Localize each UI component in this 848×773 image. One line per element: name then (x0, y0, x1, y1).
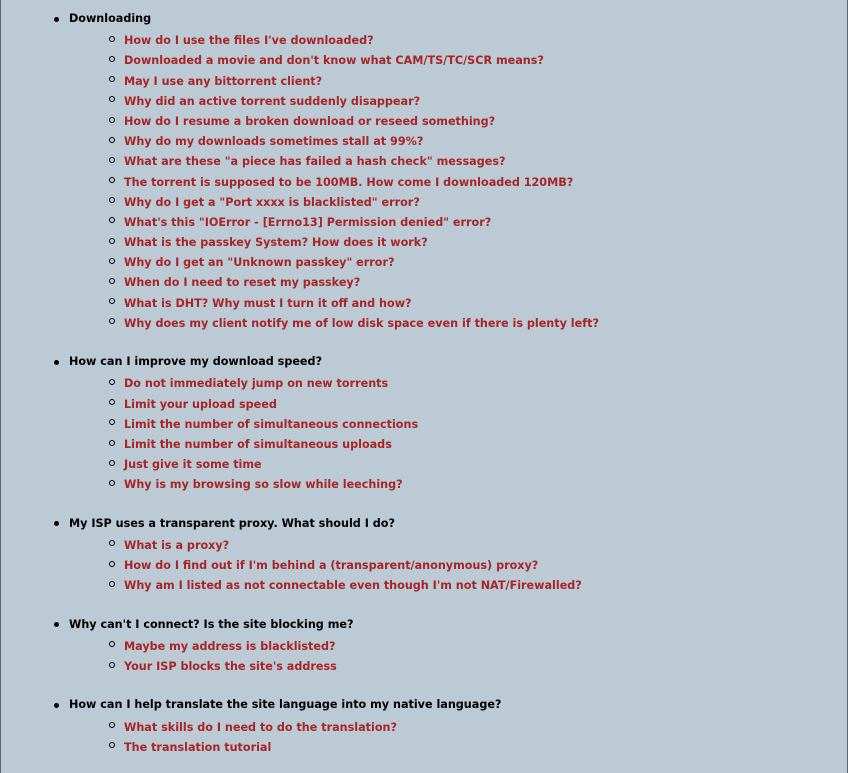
filled-bullet-icon (54, 17, 59, 22)
question-item (69, 554, 599, 574)
hollow-bullet-icon (109, 137, 115, 143)
question-item (69, 736, 599, 756)
question-link[interactable]: Why did an active torrent suddenly disappear? (124, 94, 421, 108)
question-item (69, 49, 599, 69)
question-link[interactable]: Why am I listed as not connectable even though I'm not NAT/Firewalled? (124, 579, 582, 593)
question-item (69, 312, 599, 332)
question-link[interactable]: What's this "IOError - [Errno13] Permission denied" error? (124, 215, 492, 229)
question-link[interactable]: What is a proxy? (124, 538, 230, 552)
question-link[interactable]: Maybe my address is blacklisted? (124, 639, 336, 653)
question-item (69, 70, 599, 90)
question-link[interactable]: The translation tutorial (124, 740, 272, 754)
hollow-bullet-icon (109, 117, 115, 123)
hollow-bullet-icon (109, 742, 115, 748)
question-list (69, 29, 599, 332)
faq-list (1, 9, 599, 773)
question-item (69, 453, 599, 473)
question-link[interactable]: Why do my downloads sometimes stall at 99%? (124, 135, 424, 149)
section-title: My ISP uses a transparent proxy. What should I do? (69, 516, 395, 530)
hollow-bullet-icon (109, 662, 115, 668)
hollow-bullet-icon (109, 440, 115, 446)
question-link[interactable]: Just give it some time (124, 458, 262, 472)
question-item (69, 574, 599, 594)
question-link[interactable]: What skills do I need to do the translation? (124, 720, 398, 734)
hollow-bullet-icon (109, 157, 115, 163)
hollow-bullet-icon (109, 76, 115, 82)
question-list (69, 716, 599, 756)
hollow-bullet-icon (109, 460, 115, 466)
question-link[interactable]: Limit your upload speed (124, 397, 277, 411)
question-link[interactable]: Downloaded a movie and don't know what CAM/TS/TC/SCR means? (124, 54, 544, 68)
question-item (69, 413, 599, 433)
faq-section (1, 615, 599, 676)
faq-section (1, 514, 599, 595)
hollow-bullet-icon (109, 197, 115, 203)
question-link[interactable]: Your ISP blocks the site's address (124, 660, 337, 673)
question-link[interactable]: What is DHT? Why must I turn it off and how? (124, 296, 412, 310)
question-link[interactable]: How do I use the files I've downloaded? (124, 34, 374, 48)
filled-bullet-icon (54, 703, 59, 708)
section-title: Why can't I connect? Is the site blocking me? (69, 617, 354, 631)
question-link[interactable]: How do I find out if I'm behind a (transparent/anonymous) proxy? (124, 559, 539, 573)
question-link[interactable]: The torrent is supposed to be 100MB. How come I downloaded 120MB? (124, 175, 574, 189)
question-link[interactable]: Why is my browsing so slow while leeching? (124, 478, 403, 492)
question-item (69, 473, 599, 493)
question-link[interactable]: May I use any bittorrent client? (124, 74, 323, 88)
hollow-bullet-icon (109, 278, 115, 284)
hollow-bullet-icon (109, 399, 115, 405)
question-item (69, 150, 599, 170)
hollow-bullet-icon (109, 177, 115, 183)
hollow-bullet-icon (109, 96, 115, 102)
filled-bullet-icon (54, 622, 59, 627)
question-item (69, 90, 599, 110)
question-item (69, 251, 599, 271)
hollow-bullet-icon (109, 581, 115, 587)
hollow-bullet-icon (109, 318, 115, 324)
question-link[interactable]: When do I need to reset my passkey? (124, 276, 361, 290)
hollow-bullet-icon (109, 561, 115, 567)
hollow-bullet-icon (109, 217, 115, 223)
faq-section (1, 352, 599, 493)
question-item (69, 635, 599, 655)
question-link[interactable]: Do not immediately jump on new torrents (124, 377, 389, 391)
question-item (69, 393, 599, 413)
question-list (69, 635, 599, 675)
question-link[interactable]: Limit the number of simultaneous connections (124, 417, 419, 431)
section-title: Downloading (69, 12, 152, 25)
question-link[interactable]: What are these "a piece has failed a hash check" messages? (124, 155, 506, 169)
question-link[interactable]: Why do I get a "Port xxxx is blacklisted" error? (124, 195, 420, 209)
question-item (69, 716, 599, 736)
question-item (69, 110, 599, 130)
hollow-bullet-icon (109, 480, 115, 486)
question-link[interactable]: What is the passkey System? How does it work? (124, 236, 428, 250)
hollow-bullet-icon (109, 641, 115, 647)
question-item (69, 534, 599, 554)
question-item (69, 433, 599, 453)
hollow-bullet-icon (109, 540, 115, 546)
question-link[interactable]: Limit the number of simultaneous uploads (124, 437, 392, 451)
question-item (69, 130, 599, 150)
hollow-bullet-icon (109, 36, 115, 42)
question-item (69, 292, 599, 312)
question-item (69, 271, 599, 291)
hollow-bullet-icon (109, 298, 115, 304)
faq-section (1, 9, 599, 332)
hollow-bullet-icon (109, 238, 115, 244)
filled-bullet-icon (54, 521, 59, 526)
hollow-bullet-icon (109, 722, 115, 728)
question-item (69, 29, 599, 49)
question-link[interactable]: Why does my client notify me of low disk space even if there is plenty left? (124, 316, 599, 330)
section-title: How can I help translate the site language into my native language? (69, 698, 502, 712)
hollow-bullet-icon (109, 258, 115, 264)
question-item (69, 655, 599, 675)
hollow-bullet-icon (109, 419, 115, 425)
question-item (69, 372, 599, 392)
question-item (69, 191, 599, 211)
question-list (69, 534, 599, 595)
filled-bullet-icon (54, 360, 59, 365)
hollow-bullet-icon (109, 56, 115, 62)
question-item (69, 171, 599, 191)
question-list (69, 372, 599, 493)
section-title: How can I improve my download speed? (69, 355, 323, 369)
question-link[interactable]: Why do I get an "Unknown passkey" error? (124, 256, 395, 270)
hollow-bullet-icon (109, 379, 115, 385)
question-item (69, 231, 599, 251)
question-item (69, 211, 599, 231)
faq-section (1, 695, 599, 756)
question-link[interactable]: How do I resume a broken download or reseed something? (124, 114, 496, 128)
